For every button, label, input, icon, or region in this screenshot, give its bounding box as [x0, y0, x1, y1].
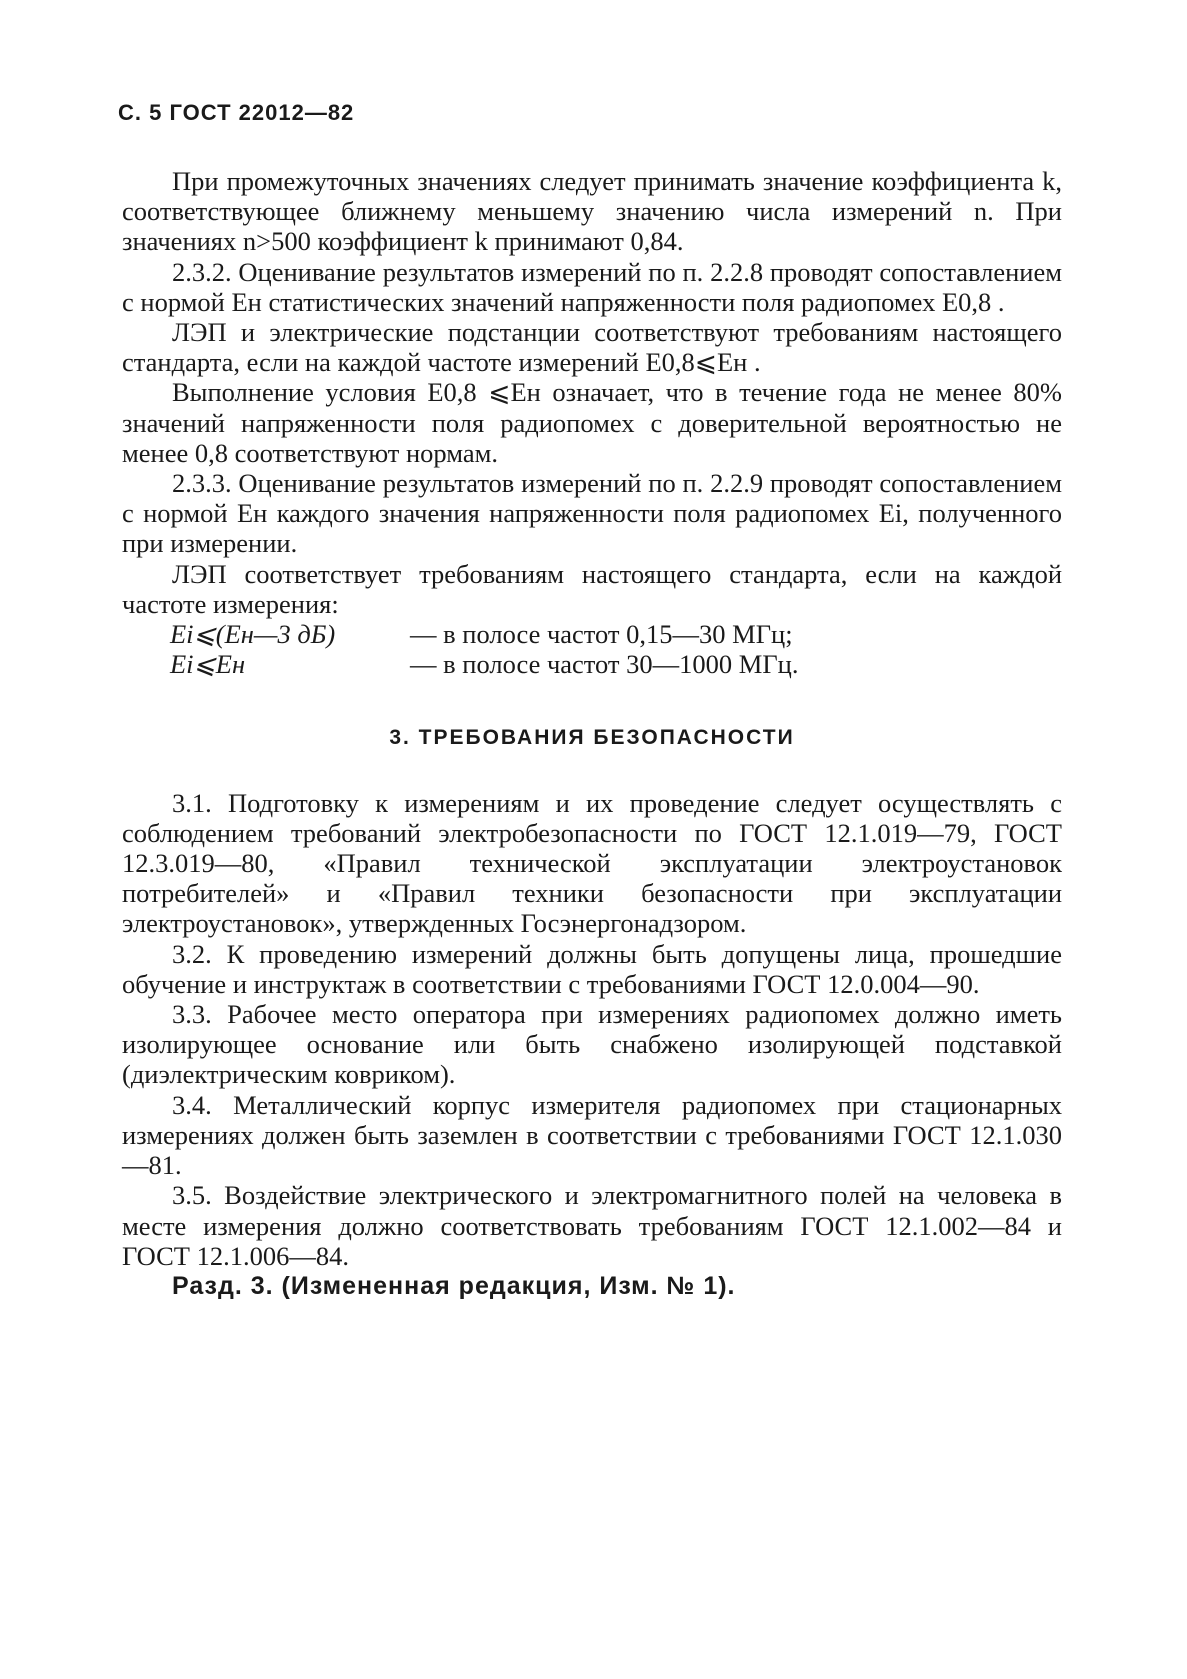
amendment-note: Разд. 3. (Измененная редакция, Изм. № 1). — [172, 1271, 736, 1300]
paragraph-lep-requirements: ЛЭП соответствует требованиям настоящего стандарта, если на каждой частоте измерения: — [122, 558, 1062, 619]
paragraph-3-2: 3.2. К проведению измерений должны быть допущены лица, прошедшие обучение и инструктаж в соответствии с требованиями ГОСТ 12.0.004—90. — [122, 938, 1062, 999]
formula-2-expression: Ei⩽Eн — [170, 649, 246, 680]
formula-2-band: — в полосе частот 30—1000 МГц. — [410, 649, 799, 680]
formula-row-2 — [122, 649, 1062, 679]
formula-1-band: — в полосе частот 0,15—30 МГц; — [410, 619, 793, 650]
paragraph-condition-meaning: Выполнение условия E0,8 ⩽Eн означает, что в течение года не менее 80% значений напряженности поля радиопомех с доверительной вероятностью не менее 0,8 соответствуют нормам. — [122, 377, 1062, 468]
section-heading: 3. ТРЕБОВАНИЯ БЕЗОПАСНОСТИ — [389, 726, 795, 750]
paragraph-3-4: 3.4. Металлический корпус измерителя радиопомех при стационарных измерениях должен быть заземлен в соответствии с требованиями ГОСТ 12.1.030—81. — [122, 1089, 1062, 1181]
paragraph-coefficient-note: При промежуточных значениях следует принимать значение коэффициента k, соответствующее ближнему меньшему значению числа измерений n. При значениях n>500 коэффициент k принимают 0,84. — [122, 166, 1062, 257]
paragraph-2-3-2: 2.3.2. Оценивание результатов измерений по п. 2.2.8 проводят сопоставлением с нормой Eн статистических значений напряженности поля радиопомех E0,8 . — [122, 256, 1062, 317]
formula-row-1 — [122, 619, 1062, 649]
paragraph-3-5: 3.5. Воздействие электрического и электромагнитного полей на человека в месте измерения должно соответствовать требованиям ГОСТ 12.1.002—84 и ГОСТ 12.1.006—84. — [122, 1180, 1062, 1271]
paragraph-2-3-3: 2.3.3. Оценивание результатов измерений по п. 2.2.9 проводят сопоставлением с нормой Eн каждого значения напряженности поля радиопомех Ei, полученного при измерении. — [122, 468, 1062, 559]
document-body — [122, 166, 1062, 1301]
formula-1-expression: Ei⩽(Eн—3 дБ) — [170, 619, 336, 650]
paragraph-3-1: 3.1. Подготовку к измерениям и их проведение следует осуществлять с соблюдением требований электробезопасности по ГОСТ 12.1.019—79, ГОСТ 12.3.019—80, «Правил технической эксплуатации электроустановок потребителей» и «Правил техники безопасности при эксплуатации электроустановок», утвержденных Госэнергонадзором. — [122, 787, 1062, 939]
page-header: С. 5 ГОСТ 22012—82 — [118, 100, 355, 125]
paragraph-lep-compliance: ЛЭП и электрические подстанции соответствуют требованиям настоящего стандарта, если на каждой частоте измерений E0,8⩽Eн . — [122, 317, 1062, 378]
paragraph-3-3: 3.3. Рабочее место оператора при измерениях радиопомех должно иметь изолирующее основание или быть снабжено изолирующей подставкой (диэлектрическим ковриком). — [122, 999, 1062, 1090]
